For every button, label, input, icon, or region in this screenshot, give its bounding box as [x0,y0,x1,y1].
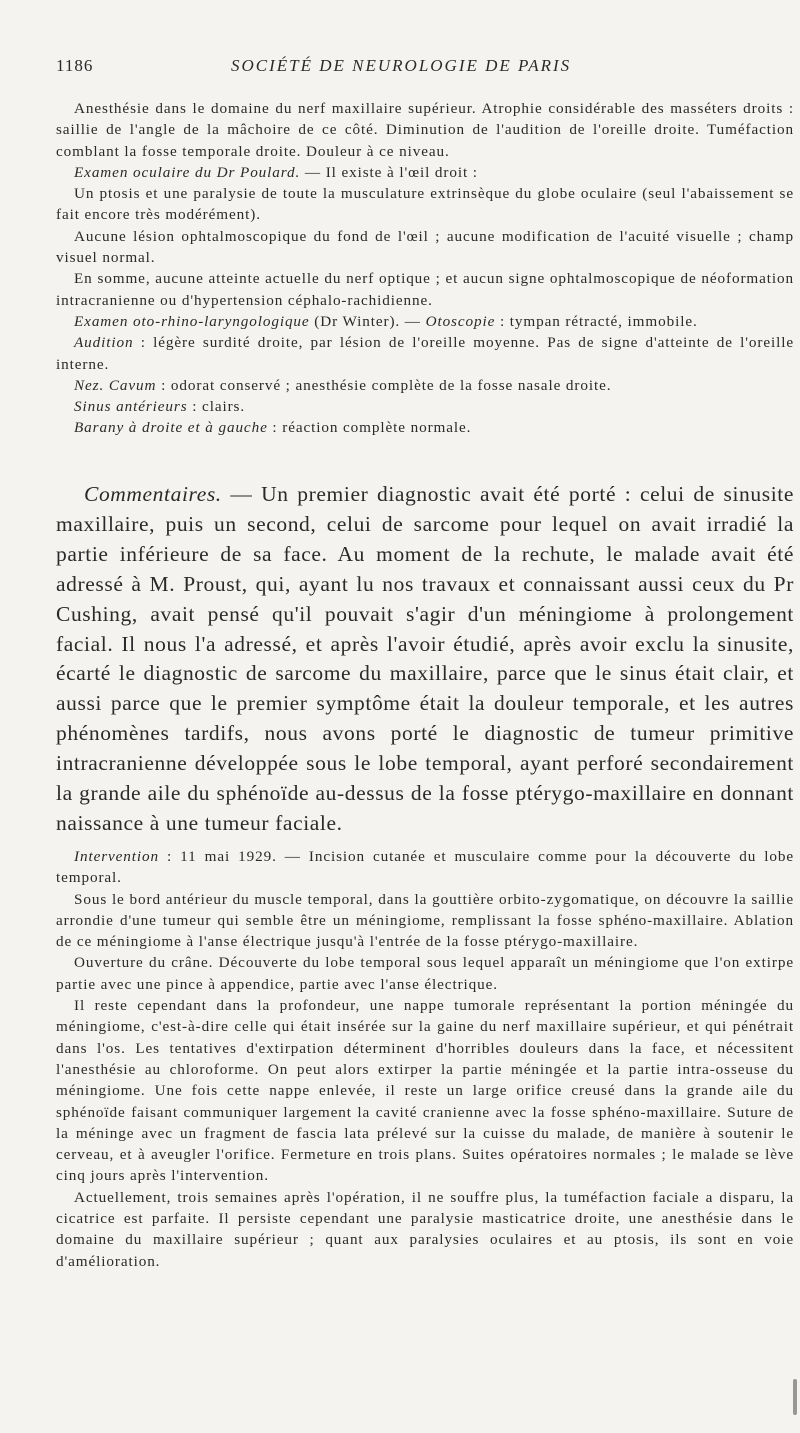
paragraph: Intervention : 11 mai 1929. — Incision cutanée et musculaire comme pour la découverte du lobe temporal. [56,848,794,887]
section-heading: Commentaires. [84,482,222,506]
running-head: SOCIÉTÉ DE NEUROLOGIE DE PARIS [231,56,572,75]
paragraph: Un ptosis et une paralysie de toute la musculature extrinsèque du globe oculaire (seul l'abaissement se fait encore très modérément). [56,185,794,224]
paragraph: Examen oculaire du Dr Poulard. — Il existe à l'œil droit : [74,163,478,181]
paragraph: Actuellement, trois semaines après l'opération, il ne souffre plus, la tuméfaction faciale a disparu, la cicatrice est parfaite. Il persiste cependant une paralysie masticatrice droite, une anesthésie dans le domaine du maxillaire supérieur ; quant aux paralysies oculaires et au ptosis, ils sont en voie d'amélioration. [56,1188,794,1270]
intervention-section [56,846,794,1272]
commentaires-section [56,480,794,839]
paragraph: Aucune lésion ophtalmoscopique du fond de l'œil ; aucune modification de l'acuité visuelle ; champ visuel normal. [56,227,794,267]
exam-heading: Barany à droite et à gauche [74,419,268,437]
paragraph: Commentaires. — Un premier diagnostic avait été porté : celui de sinusite maxillaire, puis un second, celui de sarcome pour lequel on avait irradié la partie inférieure de sa face. Au moment de la rechute, le malade avait été adressé à M. Proust, qui, ayant lu nos travaux et connaissant aussi ceux du Pr Cushing, avait pensé qu'il pouvait s'agir d'un méningiome à prolongement facial. Il nous l'a adressé, et après l'avoir étudié, après avoir exclu la sinusite, écarté le diagnostic de sarcome du maxillaire, parce que le sinus était clair, et aussi parce que le premier symptôme était la douleur temporale, et les autres phénomènes tardifs, nous avons porté le diagnostic de tumeur primitive intracranienne développée sous le lobe temporal, ayant perforé secondairement la grande aile du sphénoïde au-dessus de la fosse ptérygo-maxillaire en donnant naissance à une tumeur faciale. [56,482,794,835]
exam-heading: Sinus antérieurs [74,398,188,416]
paragraph: Nez. Cavum : odorat conservé ; anesthésie complète de la fosse nasale droite. [74,376,612,394]
paragraph: En somme, aucune atteinte actuelle du nerf optique ; et aucun signe ophtalmoscopique de néoformation intracranienne ou d'hypertension céphalo-rachidienne. [56,270,794,309]
paragraph: Sous le bord antérieur du muscle temporal, dans la gouttière orbito-zygomatique, on découvre la saillie arrondie d'une tumeur qui semble être un méningiome, remplissant la fosse sphéno-maxillaire. Ablation de ce méningiome à l'anse électrique jusqu'à l'entrée de la fosse ptérygo-maxillaire. [56,890,794,951]
scan-mark [793,1379,797,1415]
page-number: 1186 [56,56,94,75]
paragraph: Audition : légère surdité droite, par lésion de l'oreille moyenne. Pas de signe d'atteinte de l'oreille interne. [56,334,794,373]
paragraph: Sinus antérieurs : clairs. [74,398,246,416]
page-header [56,56,756,82]
paragraph: Il reste cependant dans la profondeur, une nappe tumorale représentant la portion méningée du méningiome, c'est-à-dire celle qui était insérée sur la gaine du nerf maxillaire supérieur, et qui pénétrait dans l'os. Les tentatives d'extirpation déterminent d'horribles douleurs dans la face, et nécessitent l'anesthésie au chloroforme. On peut alors extirper la partie méningée et la partie intra-osseuse du méningiome. Une fois cette nappe enlevée, il reste un large orifice creusé dans la grande aile du sphénoïde faisant communiquer largement la cavité cranienne avec la fosse sphéno-maxillaire. Suture de la méninge avec un fragment de fascia lata prélevé sur la cuisse du malade, de manière à soutenir le cerveau, et à aveugler l'orifice. Fermeture en trois plans. Suites opératoires normales ; le malade se lève cinq jours après l'intervention. [56,997,794,1185]
section-heading: Intervention [74,848,160,865]
paragraph: Examen oto-rhino-laryngologique (Dr Winter). — Otoscopie : tympan rétracté, immobile. [74,312,698,330]
exam-heading: Examen oculaire du Dr Poulard. [74,163,301,181]
paragraph: Ouverture du crâne. Découverte du lobe temporal sous lequel apparaît un méningiome que l'on extirpe partie avec une pince à appendice, partie avec l'anse électrique. [56,954,794,993]
exam-heading: Examen oto-rhino-laryngologique [74,312,310,330]
exam-heading: Nez. Cavum [74,376,157,394]
clinical-exam-section [56,98,794,439]
paragraph: Anesthésie dans le domaine du nerf maxillaire supérieur. Atrophie considérable des masséters droits : saillie de l'angle de la mâchoire de ce côté. Diminution de l'audition de l'oreille droite. Tuméfaction comblant la fosse temporale droite. Douleur à ce niveau. [56,100,794,160]
paragraph: Barany à droite et à gauche : réaction complète normale. [74,419,472,437]
exam-heading: Audition [74,334,134,352]
